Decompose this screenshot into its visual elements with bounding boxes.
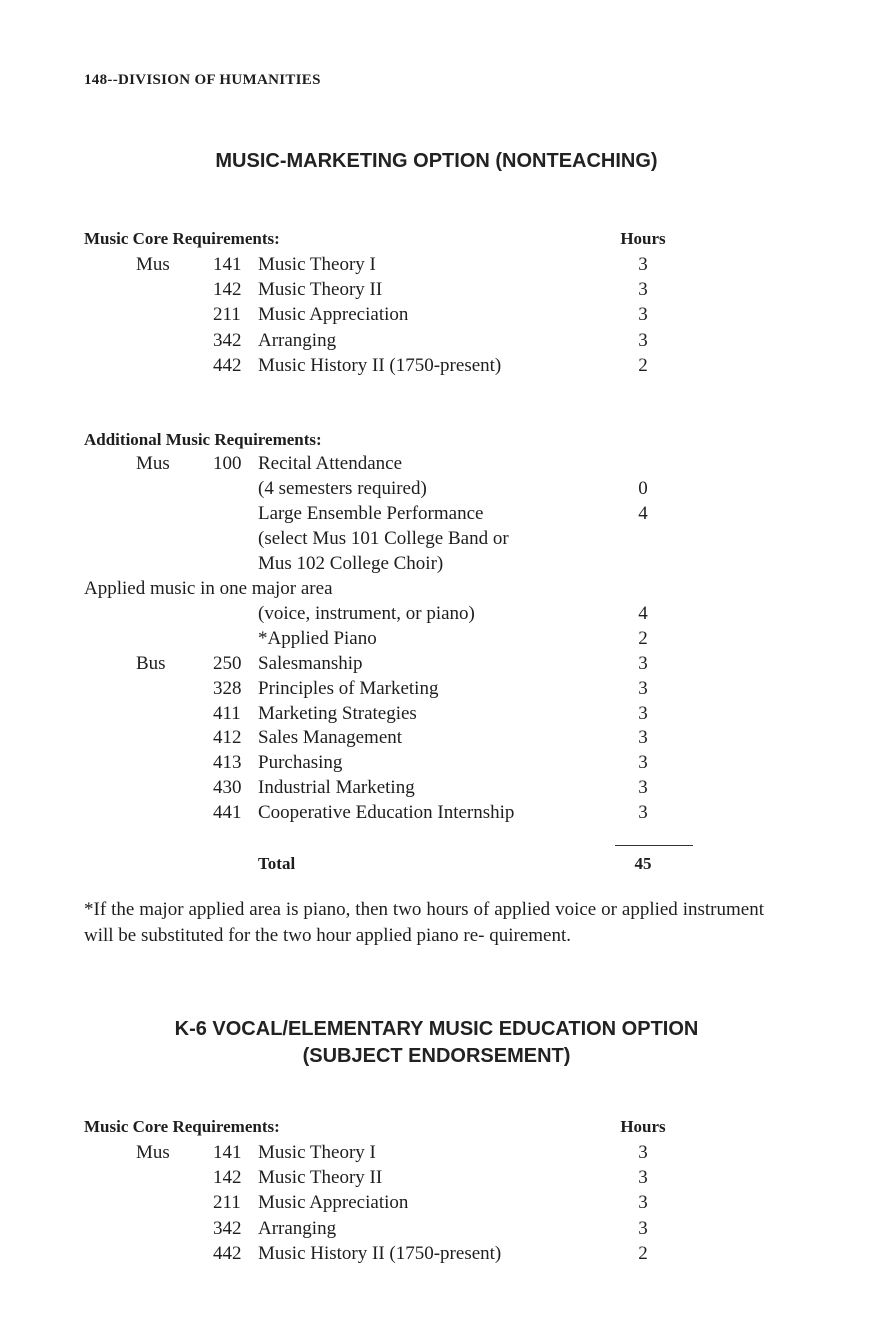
course-title: Arranging <box>258 1217 337 1239</box>
course-row <box>0 802 873 827</box>
course-number: 141 <box>213 254 242 275</box>
core-requirements-heading: Music Core Requirements: <box>84 229 280 248</box>
course-row <box>0 628 873 653</box>
core-requirements-heading-2: Music Core Requirements: <box>84 1117 280 1136</box>
course-number: 342 <box>213 329 242 351</box>
course-number: 211 <box>213 304 241 326</box>
course-hours: 3 <box>638 329 648 351</box>
course-number: 250 <box>213 652 242 674</box>
course-row <box>0 355 873 380</box>
course-title: Music Theory I <box>258 1142 376 1163</box>
course-hours: 3 <box>638 254 648 275</box>
course-hours: 3 <box>638 1192 648 1214</box>
course-number: 142 <box>213 279 242 301</box>
course-row <box>0 1142 873 1167</box>
course-title: Music Appreciation <box>258 304 409 326</box>
course-hours: 0 <box>638 477 648 499</box>
course-row <box>0 752 873 777</box>
course-row <box>0 254 873 279</box>
course-row <box>0 1192 873 1217</box>
hours-column-heading: Hours <box>620 229 666 248</box>
course-row <box>0 279 873 304</box>
course-title: (voice, instrument, or piano) <box>258 602 475 624</box>
course-title: Music Appreciation <box>258 1192 409 1214</box>
course-title: Principles of Marketing <box>258 677 439 699</box>
course-title: (select Mus 101 College Band or <box>258 527 509 549</box>
course-row <box>0 1167 873 1192</box>
course-title: Cooperative Education Internship <box>258 802 515 824</box>
course-title: (4 semesters required) <box>258 477 427 499</box>
course-number: 442 <box>213 1242 242 1264</box>
course-hours: 2 <box>638 627 648 649</box>
course-row <box>0 453 873 478</box>
course-title: Recital Attendance <box>258 453 403 474</box>
course-row <box>0 703 873 728</box>
section-title-k6-vocal-line1: K-6 VOCAL/ELEMENTARY MUSIC EDUCATION OPTION <box>174 1018 699 1040</box>
course-number: 412 <box>213 727 242 749</box>
additional-requirements-heading: Additional Music Requirements: <box>84 430 322 449</box>
course-title: Arranging <box>258 329 337 351</box>
course-row <box>0 603 873 628</box>
course-dept: Mus <box>136 1142 170 1163</box>
course-title: Music History II (1750-present) <box>258 1242 502 1264</box>
course-hours: 3 <box>638 727 648 749</box>
course-hours: 2 <box>638 1242 648 1264</box>
section-title-music-marketing: MUSIC-MARKETING OPTION (NONTEACHING) <box>215 150 658 172</box>
course-row <box>0 478 873 503</box>
course-number: 430 <box>213 777 242 799</box>
course-title: Salesmanship <box>258 652 363 674</box>
course-row <box>0 1243 873 1268</box>
total-rule <box>615 845 693 846</box>
course-row <box>0 330 873 355</box>
course-title: Music Theory II <box>258 279 383 301</box>
course-number: 441 <box>213 802 242 824</box>
course-title: Marketing Strategies <box>258 702 417 724</box>
course-row <box>0 503 873 528</box>
course-title: Music Theory II <box>258 1167 383 1189</box>
row-note: Applied music in one major area <box>84 577 333 599</box>
course-number: 413 <box>213 752 242 774</box>
course-number: 442 <box>213 354 242 376</box>
course-dept: Mus <box>136 254 170 275</box>
course-hours: 3 <box>638 802 648 824</box>
course-row <box>0 777 873 802</box>
course-title: *Applied Piano <box>258 627 377 649</box>
section-title-k6-vocal-line2: (SUBJECT ENDORSEMENT) <box>302 1045 571 1067</box>
course-title: Music History II (1750-present) <box>258 354 502 376</box>
course-title: Sales Management <box>258 727 403 749</box>
course-title: Industrial Marketing <box>258 777 415 799</box>
course-number: 411 <box>213 702 241 724</box>
course-hours: 3 <box>638 304 648 326</box>
course-hours: 4 <box>638 602 648 624</box>
course-hours: 3 <box>638 1167 648 1189</box>
course-number: 342 <box>213 1217 242 1239</box>
course-title: Mus 102 College Choir) <box>258 552 444 574</box>
course-title: Large Ensemble Performance <box>258 502 484 524</box>
course-hours: 3 <box>638 1142 648 1163</box>
course-title: Purchasing <box>258 752 343 774</box>
course-row <box>0 304 873 329</box>
course-number: 328 <box>213 677 242 699</box>
running-head: 148--DIVISION OF HUMANITIES <box>84 72 321 88</box>
total-label: Total <box>258 854 296 873</box>
course-hours: 3 <box>638 652 648 674</box>
course-row <box>0 553 873 578</box>
course-title: Music Theory I <box>258 254 376 275</box>
footnote: *If the major applied area is piano, then two hours of applied voice or applied instrument will be substituted for the two hour applied piano re- quirement. <box>84 899 764 946</box>
course-hours: 3 <box>638 677 648 699</box>
course-hours: 3 <box>638 1217 648 1239</box>
course-dept: Mus <box>136 453 170 474</box>
course-row <box>0 727 873 752</box>
course-number: 211 <box>213 1192 241 1214</box>
course-hours: 3 <box>638 279 648 301</box>
course-dept: Bus <box>136 652 166 674</box>
course-row <box>0 528 873 553</box>
course-hours: 4 <box>638 502 648 524</box>
course-hours: 3 <box>638 752 648 774</box>
course-number: 141 <box>213 1142 242 1163</box>
course-row <box>0 1218 873 1243</box>
course-number: 142 <box>213 1167 242 1189</box>
course-hours: 2 <box>638 354 648 376</box>
hours-column-heading-2: Hours <box>620 1117 666 1136</box>
course-row <box>0 578 873 603</box>
course-row <box>0 653 873 678</box>
total-value: 45 <box>634 854 652 873</box>
course-number: 100 <box>213 453 242 474</box>
course-hours: 3 <box>638 702 648 724</box>
course-hours: 3 <box>638 777 648 799</box>
course-row <box>0 678 873 703</box>
